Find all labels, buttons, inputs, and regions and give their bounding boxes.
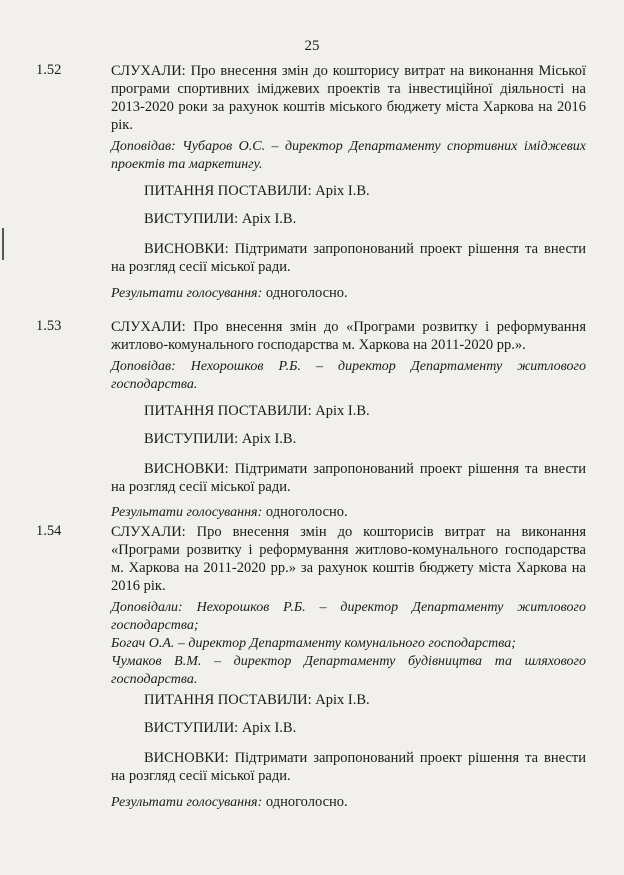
item-number: 1.52 [36, 62, 62, 78]
spoke-text: ВИСТУПИЛИ: Аріх І.В. [144, 720, 297, 736]
vote-label: Результати голосування: [111, 286, 263, 301]
spoke-text: ВИСТУПИЛИ: Аріх І.В. [144, 211, 297, 227]
vote-value: одноголосно. [262, 285, 348, 301]
item-number: 1.53 [36, 318, 62, 334]
vote-value: одноголосно. [262, 794, 348, 810]
spoke-text: ВИСТУПИЛИ: Аріх І.В. [144, 431, 297, 447]
vote-label: Результати голосування: [111, 505, 263, 520]
conclusion-text: ВИСНОВКИ: Підтримати запропонований проект рішення та внести на розгляд сесії міської ради. [111, 461, 586, 495]
conclusion-text: ВИСНОВКИ: Підтримати запропонований проект рішення та внести на розгляд сесії міської ради. [111, 241, 586, 275]
vote-value: одноголосно. [262, 504, 348, 520]
conclusion-text: ВИСНОВКИ: Підтримати запропонований проект рішення та внести на розгляд сесії міської ради. [111, 750, 586, 784]
vote-label: Результати голосування: [111, 795, 263, 810]
margin-scan-mark [2, 228, 4, 260]
vote-result [111, 503, 586, 522]
item-number: 1.54 [36, 523, 62, 539]
questions-text: ПИТАННЯ ПОСТАВИЛИ: Аріх І.В. [144, 692, 370, 708]
reporter-text: Доповідав: Нехорошков Р.Б. – директор Департаменту житлового господарства. [111, 359, 586, 392]
vote-result [111, 284, 586, 303]
reporter-text: Доповідав: Чубаров О.С. – директор Департаменту спортивних іміджевих проектів та маркетингу. [111, 139, 586, 172]
heard-text: СЛУХАЛИ: Про внесення змін до кошторисів витрат на виконання «Програми розвитку і реформування житлово-комунального господарства м. Харкова на 2011-2020 рр.» за рахунок коштів бюджету міста Харкова на 2016 рік. [111, 524, 586, 594]
vote-result [111, 793, 586, 812]
heard-text: СЛУХАЛИ: Про внесення змін до кошторису витрат на виконання Міської програми спортивних іміджевих проектів та інвестиційної діяльності на 2013-2020 роки за рахунок коштів міського бюджету міста Харкова на 2016 рік. [111, 63, 586, 133]
questions-text: ПИТАННЯ ПОСТАВИЛИ: Аріх І.В. [144, 403, 370, 419]
reporter-text-3: Чумаков В.М. – директор Департаменту будівництва та шляхового господарства. [111, 654, 586, 687]
questions-text: ПИТАННЯ ПОСТАВИЛИ: Аріх І.В. [144, 183, 370, 199]
heard-text: СЛУХАЛИ: Про внесення змін до «Програми розвитку і реформування житлово-комунального господарства м. Харкова на 2011-2020 рр.». [111, 319, 586, 353]
reporter-text-2: Богач О.А. – директор Департаменту комунального господарства; [111, 636, 516, 651]
reporter-text-1: Доповідали: Нехорошков Р.Б. – директор Департаменту житлового господарства; [111, 600, 586, 633]
page-number: 25 [304, 38, 320, 54]
